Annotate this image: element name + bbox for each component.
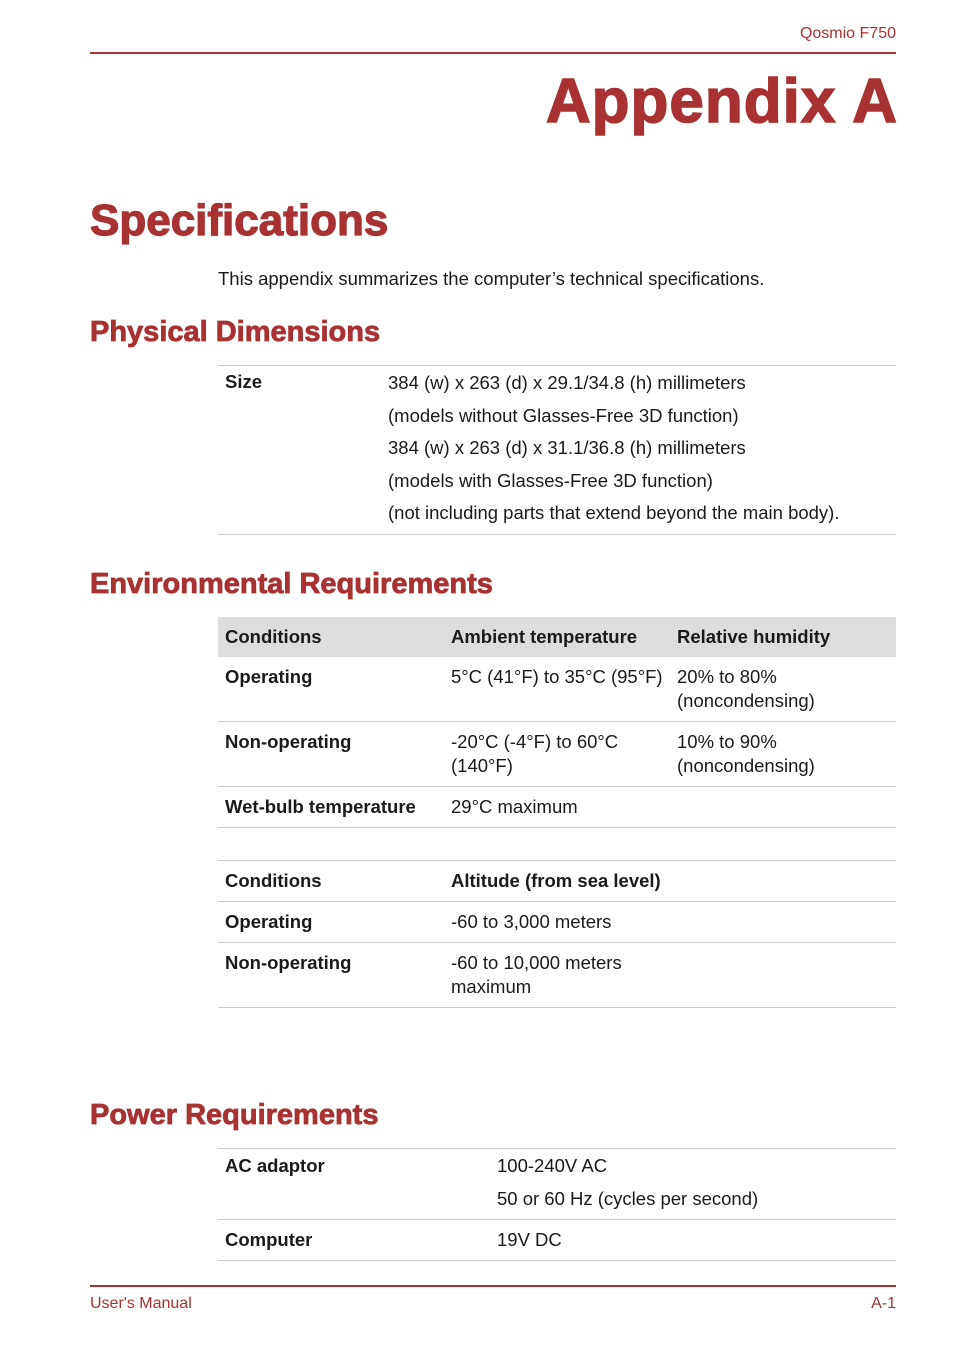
table-cell: 20% to 80% (noncondensing) [670,657,896,722]
table-cell: Operating [218,902,444,943]
physical-dimensions-table [218,365,896,535]
table-cell: Non-operating [218,943,444,1008]
empty-header-cell [670,861,896,902]
table-row [218,943,896,1008]
column-header: Relative humidity [670,617,896,657]
footer-manual-label: User's Manual [90,1295,192,1312]
table-row [218,902,896,943]
environment-altitude-table [218,860,896,1008]
table-header-row [218,617,896,657]
table-cell: 5°C (41°F) to 35°C (95°F) [444,657,670,722]
physical-dimensions-heading: Physical Dimensions [90,316,381,348]
power-requirements-heading: Power Requirements [90,1099,379,1131]
table-row [218,1149,896,1220]
size-label: Size [218,366,381,535]
table-row [218,1220,896,1261]
table-cell: -60 to 3,000 meters [444,902,670,943]
column-header: Conditions [218,861,444,902]
column-header: Conditions [218,617,444,657]
table-cell: Wet-bulb temperature [218,787,444,828]
table-cell: 10% to 90% (noncondensing) [670,722,896,787]
table-row [218,722,896,787]
table-row [218,657,896,722]
appendix-title: Appendix A [545,67,898,136]
size-line: 384 (w) x 263 (d) x 31.1/36.8 (h) millimeters [388,437,746,458]
table-cell: -20°C (-4°F) to 60°C (140°F) [444,722,670,787]
table-cell: Non-operating [218,722,444,787]
column-header: Altitude (from sea level) [444,861,670,902]
footer-divider [90,1285,896,1287]
size-line: (models without Glasses-Free 3D function) [388,404,739,426]
column-header: Ambient temperature [444,617,670,657]
power-table [218,1148,896,1261]
computer-label: Computer [218,1220,490,1261]
value-line: 100-240V AC [497,1155,608,1176]
size-line: 384 (w) x 263 (d) x 29.1/34.8 (h) millimeters [388,372,746,393]
computer-value: 19V DC [490,1220,896,1261]
table-cell: Operating [218,657,444,722]
ac-adaptor-value [490,1149,896,1220]
table-cell [670,787,896,828]
table-cell: -60 to 10,000 meters maximum [444,943,670,1008]
environment-temperature-table [218,617,896,828]
size-line: (models with Glasses-Free 3D function) [388,469,713,491]
header-model: Qosmio F750 [799,25,896,42]
table-row [218,787,896,828]
value-line: 50 or 60 Hz (cycles per second) [497,1187,759,1209]
size-line: (not including parts that extend beyond the main body). [388,502,840,523]
header-divider [90,52,896,54]
empty-cell [670,943,896,1008]
size-value [381,366,896,535]
table-row [218,366,896,535]
intro-text: This appendix summarizes the computer’s technical specifications. [218,268,765,289]
chapter-title: Specifications [90,196,389,245]
environmental-requirements-heading: Environmental Requirements [90,568,493,600]
empty-cell [670,902,896,943]
footer-page-number: A-1 [871,1295,896,1312]
table-cell: 29°C maximum [444,787,670,828]
table-header-row [218,861,896,902]
ac-adaptor-label: AC adaptor [218,1149,490,1220]
